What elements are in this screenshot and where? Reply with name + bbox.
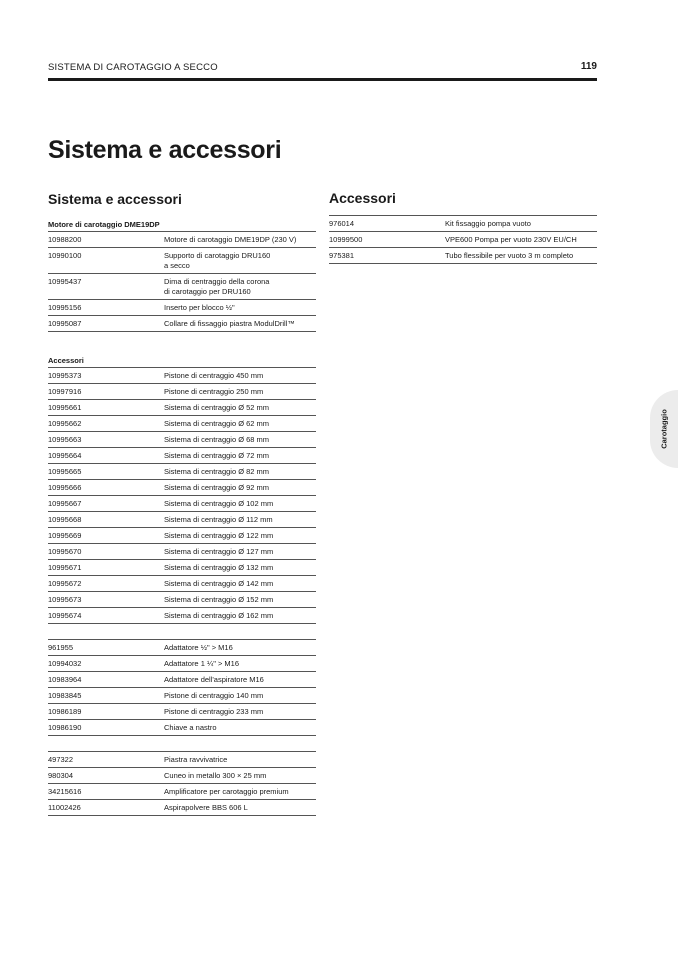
item-code: 10995663 [48,435,82,444]
item-description-line: Sistema di centraggio Ø 92 mm [164,483,270,492]
item-description [164,251,316,271]
item-description-line: Tubo flessibile per vuoto 3 m completo [445,251,574,260]
item-description [164,435,316,445]
table-row [48,316,316,332]
table-row [48,688,316,704]
page-title: Sistema e accessori [48,136,282,164]
right-column [329,190,597,264]
group-motor-rows [48,232,316,332]
item-description [164,499,316,509]
item-description-line: Chiave a nastro [164,723,217,732]
item-description [164,483,316,493]
item-description [164,403,316,413]
table-row [48,768,316,784]
item-code: 10995437 [48,277,82,286]
item-code: 34215616 [48,787,82,796]
item-description-line: Sistema di centraggio Ø 52 mm [164,403,270,412]
page-header [48,60,597,81]
table-row [48,432,316,448]
table-separator [48,736,316,752]
table-row [48,232,316,248]
item-code: 980304 [48,771,74,780]
item-code: 10983845 [48,691,82,700]
item-description [164,611,316,621]
table-row [48,752,316,768]
item-description-line: Sistema di centraggio Ø 62 mm [164,419,270,428]
table-row [48,300,316,316]
item-code: 10995156 [48,303,82,312]
item-code: 10995674 [48,611,82,620]
table-row [48,576,316,592]
table-row [329,248,597,264]
item-description-line: Sistema di centraggio Ø 127 mm [164,547,274,556]
item-description [164,531,316,541]
item-description [164,303,316,313]
group-title-accessories: Accessori [48,352,316,368]
page-number: 119 [580,61,597,72]
item-description-line: Sistema di centraggio Ø 68 mm [164,435,270,444]
item-code: 10988200 [48,235,82,244]
item-description [164,691,316,701]
item-description [164,675,316,685]
item-description-line: Sistema di centraggio Ø 102 mm [164,499,274,508]
item-code: 10995669 [48,531,82,540]
item-description [164,467,316,477]
item-description-line: Sistema di centraggio Ø 82 mm [164,467,270,476]
item-description [164,277,316,297]
item-description [164,803,316,813]
item-code: 10995661 [48,403,82,412]
item-description-line: VPE600 Pompa per vuoto 230V EU/CH [445,235,577,244]
item-code: 10997916 [48,387,82,396]
item-code: 10995673 [48,595,82,604]
table-row [48,800,316,816]
item-description-line: Adattatore 1 ¼" > M16 [164,659,239,668]
left-column [48,191,316,816]
table-row [329,216,597,232]
item-code: 10994032 [48,659,82,668]
item-description-line: Sistema di centraggio Ø 152 mm [164,595,274,604]
table-row [48,656,316,672]
item-description-line: Pistone di centraggio 233 mm [164,707,264,716]
item-description [164,371,316,381]
table-row [48,400,316,416]
item-code: 497322 [48,755,74,764]
table-row [48,704,316,720]
item-description [445,219,597,229]
item-description [164,659,316,669]
item-code: 961955 [48,643,74,652]
item-code: 10990100 [48,251,82,260]
item-description [164,235,316,245]
section-title: SISTEMA DI CAROTAGGIO A SECCO [48,62,218,73]
side-tab[interactable] [650,390,678,468]
group-accessories-rows [48,368,316,624]
table-row [48,448,316,464]
table-row [48,608,316,624]
item-code: 10995666 [48,483,82,492]
item-code: 10995087 [48,319,82,328]
item-code: 10986189 [48,707,82,716]
right-heading: Accessori [329,190,396,206]
item-code: 976014 [329,219,355,228]
item-description [445,251,597,261]
item-description-line: Pistone di centraggio 140 mm [164,691,264,700]
group-adapters-rows [48,640,316,736]
item-description [164,515,316,525]
item-description-line: Cuneo in metallo 300 × 25 mm [164,771,267,780]
item-code: 10995672 [48,579,82,588]
item-code: 10986190 [48,723,82,732]
table-row [48,544,316,560]
item-code: 10983964 [48,675,82,684]
item-description-line: Amplificatore per carotaggio premium [164,787,289,796]
item-code: 10995670 [48,547,82,556]
item-description [164,387,316,397]
table-row [48,274,316,300]
item-description-line: Sistema di centraggio Ø 122 mm [164,531,274,540]
item-code: 10995373 [48,371,82,380]
item-description-line: Sistema di centraggio Ø 142 mm [164,579,274,588]
table-row [48,784,316,800]
item-description [164,451,316,461]
item-description-line: Adattatore dell'aspiratore M16 [164,675,264,684]
item-description-line: a secco [164,261,190,270]
item-description-line: Sistema di centraggio Ø 112 mm [164,515,273,524]
item-description-line: Inserto per blocco ½" [164,303,235,312]
item-description-line: Aspirapolvere BBS 606 L [164,803,248,812]
item-description-line: Supporto di carotaggio DRU160 [164,251,271,260]
table-separator [48,624,316,640]
table-row [48,416,316,432]
table-row [48,464,316,480]
item-code: 10995662 [48,419,82,428]
table-row [48,480,316,496]
table-row [48,560,316,576]
item-description-line: Kit fissaggio pompa vuoto [445,219,531,228]
item-description [164,723,316,733]
item-code: 10995668 [48,515,82,524]
table-row [48,368,316,384]
side-tab-label: Carotaggio [659,409,669,449]
item-description-line: Sistema di centraggio Ø 132 mm [164,563,274,572]
item-code: 10995667 [48,499,82,508]
table-row [48,672,316,688]
table-row [329,232,597,248]
item-description [164,319,316,329]
table-row [48,592,316,608]
item-description [164,595,316,605]
group-title-motor: Motore di carotaggio DME19DP [48,216,316,232]
item-description-line: Sistema di centraggio Ø 72 mm [164,451,270,460]
table-row [48,720,316,736]
left-heading: Sistema e accessori [48,191,182,207]
table-row [48,248,316,274]
item-description [164,643,316,653]
item-description-line: di carotaggio per DRU160 [164,287,251,296]
table-row [48,512,316,528]
item-description [164,419,316,429]
item-code: 975381 [329,251,355,260]
item-description [164,707,316,717]
item-code: 11002426 [48,803,81,812]
item-description-line: Pistone di centraggio 450 mm [164,371,264,380]
item-description-line: Adattatore ½" > M16 [164,643,233,652]
item-description [164,563,316,573]
item-description-line: Dima di centraggio della corona [164,277,270,286]
item-code: 10995671 [48,563,82,572]
table-row [48,528,316,544]
item-code: 10995664 [48,451,82,460]
item-description [164,579,316,589]
item-description [164,547,316,557]
item-description-line: Piastra ravvivatrice [164,755,228,764]
item-description-line: Pistone di centraggio 250 mm [164,387,264,396]
table-row [48,640,316,656]
item-code: 10995665 [48,467,82,476]
table-row [48,384,316,400]
item-description [164,787,316,797]
item-description-line: Motore di carotaggio DME19DP (230 V) [164,235,297,244]
item-description-line: Collare di fissaggio piastra ModulDrill™ [164,319,295,328]
item-description [445,235,597,245]
right-rows [329,215,597,264]
group-misc-rows [48,752,316,816]
item-description [164,771,316,781]
item-description-line: Sistema di centraggio Ø 162 mm [164,611,274,620]
item-description [164,755,316,765]
item-code: 10999500 [329,235,363,244]
table-row [48,496,316,512]
